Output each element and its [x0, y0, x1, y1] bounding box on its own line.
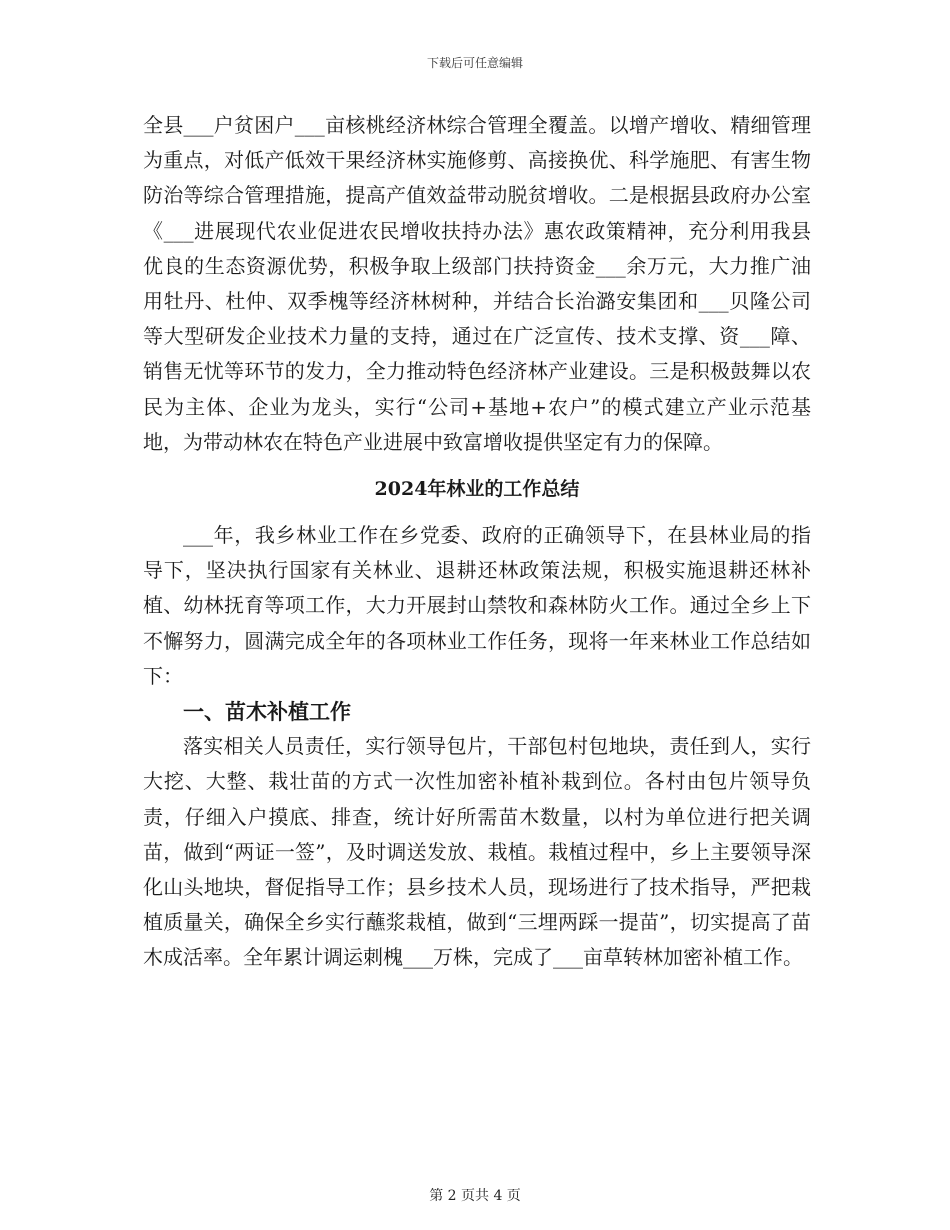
section-title: 2024年林业的工作总结	[374, 478, 580, 501]
page-footer: 第 2 页共 4 页	[429, 1188, 521, 1204]
page-header: 下载后可任意编辑	[426, 56, 523, 70]
document-body	[143, 108, 811, 976]
paragraph-intro: ___年，我乡林业工作在乡党委、政府的正确领导下，在县林业局的指导下，坚决执行国家有关林业、退耕还林政策法规，积极实施退耕还林补植、幼林抚育等项工作，大力开展封山禁牧和森林防火工作。通过全乡上下不懈努力，圆满完成全年的各项林业工作任务，现将一年来林业工作总结如下：	[143, 523, 811, 688]
section-heading-seedling: 一、苗木补植工作	[183, 699, 351, 725]
paragraph-seedling: 落实相关人员责任，实行领导包片，干部包村包地块，责任到人，实行大挖、大整、栽壮苗的方式一次性加密补植补栽到位。各村由包片领导负责，仔细入户摸底、排查，统计好所需苗木数量，以村为单位进行把关调苗，做到“两证一签”，及时调送发放、栽植。栽植过程中，乡上主要领导深化山头地块，督促指导工作；县乡技术人员，现场进行了技术指导，严把栽植质量关，确保全乡实行蘸浆栽植，做到“三埋两踩一提苗”，切实提高了苗木成活率。全年累计调运刺槐___万株，完成了___亩草转林加密补植工作。	[143, 734, 811, 970]
paragraph-continued: 全县___户贫困户___亩核桃经济林综合管理全覆盖。以增产增收、精细管理为重点，对低产低效干果经济林实施修剪、高接换优、科学施肥、有害生物防治等综合管理措施，提高产值效益带动脱贫增收。二是根据县政府办公室《___进展现代农业促进农民增收扶持办法》惠农政策精神，充分利用我县优良的生态资源优势，积极争取上级部门扶持资金___余万元，大力推广油用牡丹、杜仲、双季槐等经济林树种，并结合长治潞安集团和___贝隆公司等大型研发企业技术力量的支持，通过在广泛宣传、技术支撑、资___障、销售无忧等环节的发力，全力推动特色经济林产业建设。三是积极鼓舞以农民为主体、企业为龙头，实行“公司+基地+农户”的模式建立产业示范基地，为带动林农在特色产业进展中致富增收提供坚定有力的保障。	[143, 113, 811, 454]
